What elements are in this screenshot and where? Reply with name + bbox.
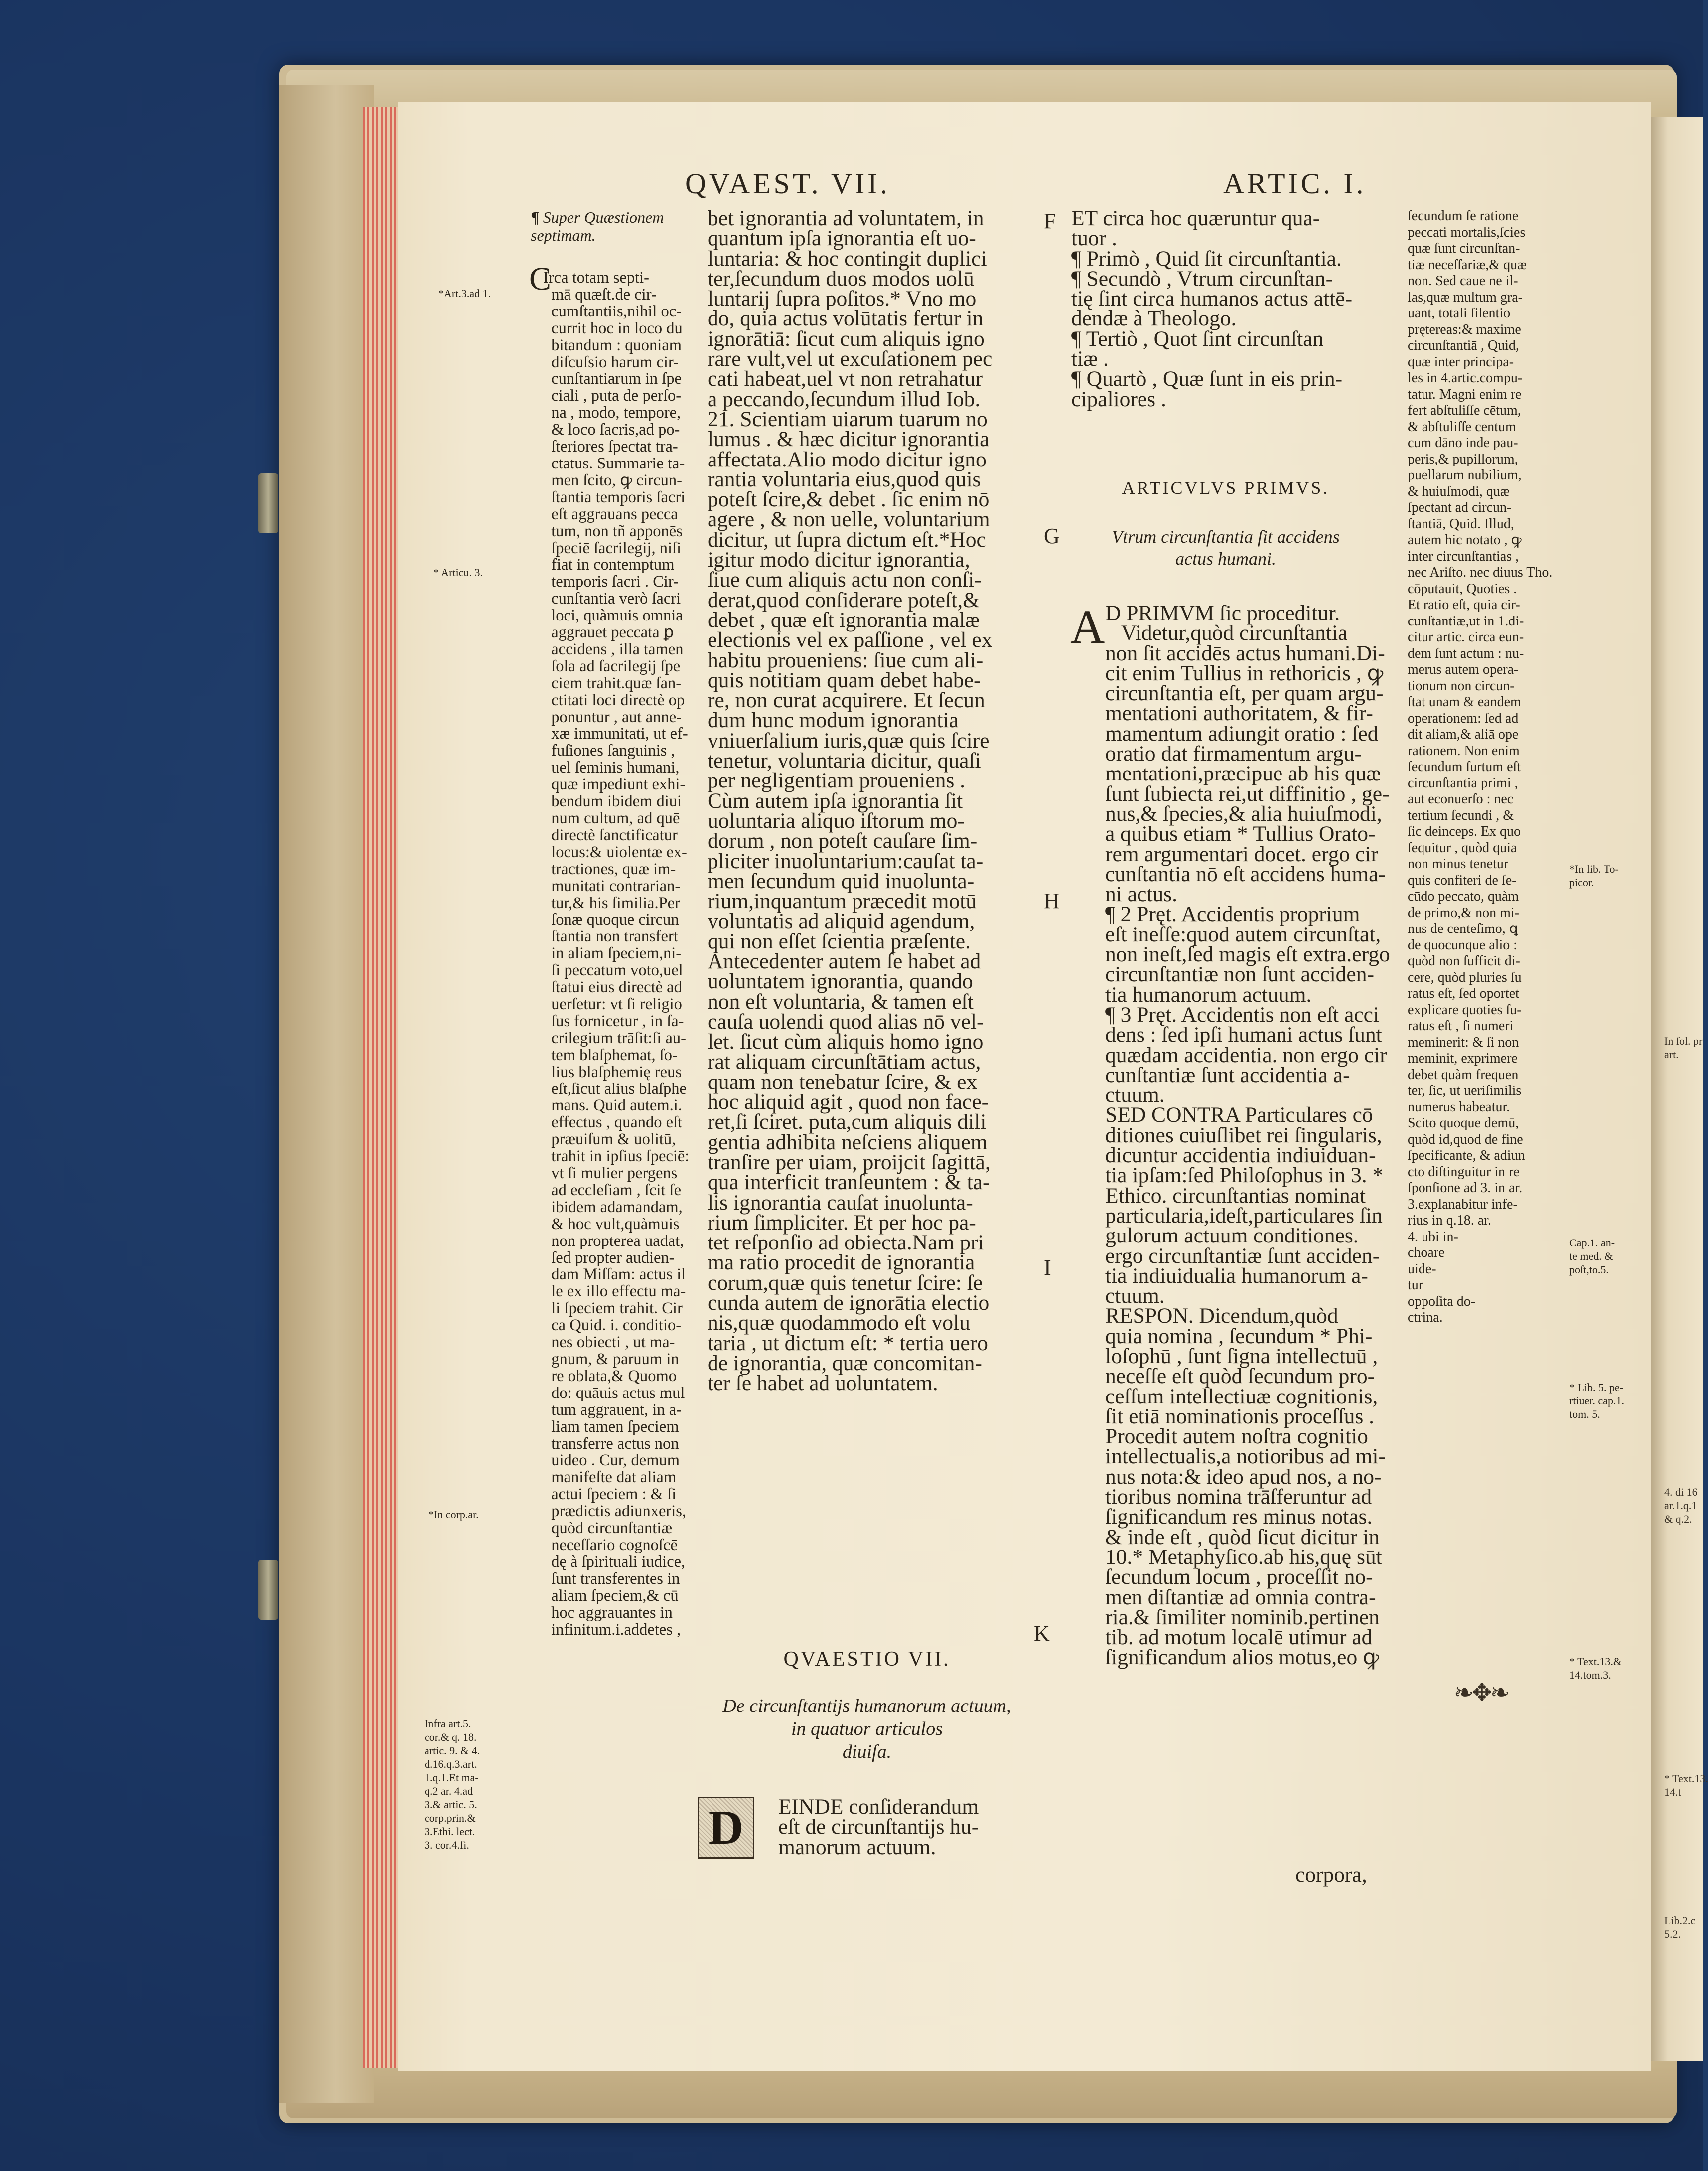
- margin-note: * Text.13.& 14.tom.3.: [1569, 1655, 1622, 1681]
- facing-page-note: 4. di 16 ar.1.q.1 & q.2.: [1664, 1486, 1698, 1525]
- section-marker: F: [1044, 209, 1056, 233]
- ornament-icon: ❧✥❧: [1454, 1680, 1508, 1706]
- margin-note: Cap.1. an- te med. & poſt,to.5.: [1569, 1237, 1615, 1276]
- margin-note: Infra art.5. cor.& q. 18. artic. 9. & 4. d.16.q.3.art. 1.q.1.Et ma- q.2 ar. 4.ad 3.& artic. 5. corp.prin.& 3.Ethi. lect. 3. cor.4.fi.: [425, 1717, 480, 1851]
- catchword: corpora,: [1295, 1863, 1367, 1887]
- drop-initial: C: [529, 261, 552, 297]
- section-marker: G: [1044, 524, 1060, 548]
- commentary-column-left: Irca totam septi- mā quæſt.de cir- cumſtantiis,nihil oc- currit hoc in loco du bitandum : quoniam diſcuſsio harum cir- cunſtantiarum in ſpe ciali , puta de perſo- na , modo, tempore, & loco ſacris,ad po- ſteriores ſpectat tra- ctatus. Summarie ta- men ſcito, ꝙ circun- ſtantia temporis ſacri eſt aggrauans pecca tum, non tñ apponēs ſpeciē ſacrilegij, niſi fiat in contemptum temporis ſacri . Cir- cunſtantia verò ſacri loci, quàmuis omnia aggrauet peccata ꝑ accidens , illa tamen ſola ad ſacrilegij ſpe ciem trahit.quæ ſan- ctitati loci directè op ponuntur , aut anne- xæ immunitati, ut ef- fuſiones ſanguinis , uel ſeminis humani, quæ impediunt exhi- bendum ibidem diui num cultum, ad quē directè ſanctificatur locus:& uiolentæ ex- tractiones, quæ im- munitati contrarian- tur,& his ſimilia.Per ſonæ quoque circun ſtantia non transfert in aliam ſpeciem,ni- ſi peccatum voto,uel ſtatui eius directè ad uerſetur: vt ſi religio ſus fornicetur , in ſa- crilegium trāſit:ſi au- tem blaſphemat, ſo- lius blaſphemię reus eſt,ſicut alius blaſphe mans. Quid autem.i. effectus , quando eſt præuiſum & uolitū, trahit in ipſius ſpeciē: vt ſi mulier pergens ad eccleſiam , ſcit ſe ibidem adamandam, & hoc vult,quàmuis non propterea uadat, ſed propter audien- dam Miſſam: actus il le ex illo effectu ma- li ſpeciem trahit. Cir ca Quid. i. conditio- nes obiecti , ut ma- gnum, & paruum in re oblata,& Quomo do: quāuis actus mul tum aggrauent, in a- liam tamen ſpeciem transferre actus non uideo . Cur, demum manifeſte dat aliam actui ſpeciem : & ſi prædictis adiunxeris, quòd circunſtantiæ neceſſario cognoſcē dę à ſpirituali iudice, ſunt transferentes in aliam ſpeciem,& cū hoc aggrauantes in infinitum.i.addetes ,: [543, 269, 690, 1639]
- margin-note: *Art.3.ad 1.: [438, 287, 491, 300]
- commentary-column-right: ſecundum ſe ratione peccati mortalis,ſcies quæ ſunt circunſtan- tiæ neceſſariæ,& quæ non. Sed caue ne il- las,quæ multum gra- uant, totali ſilentio prętereas:& maxime circunſtantiā , Quid, quæ inter principa- les in 4.artic.compu- tatur. Magni enim re fert abſtuliſſe cētum, & abſtuliſſe centum cum dāno inde pau- peris,& pupillorum, puellarum nubilium, & huiuſmodi, quæ ſpectant ad circun- ſtantiā, Quid. Illud, autem hic notato , ꝙ inter circunſtantias , nec Ariſto. nec diuus Tho. cōputauit, Quoties . Et ratio eſt, quia cir- cunſtantiæ,ut in 1.di- citur artic. circa eun- dem ſunt actum : nu- merus autem opera- tionum non circun- ſtat unam & eandem operationem: ſed ad dit aliam,& aliā ope rationem. Non enim ſecundum ſurtum eſt circunſtantia primi , aut econuerſo : nec tertium ſecundi , & ſic deinceps. Ex quo ſequitur , quòd quia non minus tenetur quis confiteri de ſe- cūdo peccato, quàm de primo,& non mi- nus de centeſimo, ꝗ de quocunque alio : quòd non ſufficit di- cere, quòd pluries ſu ratus eſt, ſed oportet explicare quoties ſu- ratus eſt , ſi numeri meminerit: & ſi non meminit, exprimere debet quàm frequen ter, ſic, ut ueriſimilis numerus habeatur. Scito quoque demū, quòd id,quod de fine ſpecificante, & adiun cto diſtinguitur in re ſponſione ad 3. in ar. 3.explanabitur infe- rius in q.18. ar. 4. ubi in- choare uide- tur oppoſita do- ctrina.: [1408, 208, 1553, 1325]
- running-head-right: ARTIC. I.: [1223, 167, 1367, 200]
- margin-note: * Articu. 3.: [433, 566, 483, 579]
- margin-note: *In corp.ar.: [428, 1508, 479, 1521]
- facing-page-edge: [1644, 117, 1708, 2061]
- main-text-column-1: bet ignorantia ad voluntatem, in quantum ipſa ignorantia eſt uo- luntaria: & hoc contingit duplici ter,ſecundum duos modos uolū luntarij ſupra poſitos.* Vno mo do, quia actus volūtatis fertur in ignorātiā: ſicut cum aliquis igno rare vult,vel ut excuſationem pec cati habeat,uel vt non retrahatur a peccando,ſecundum illud Iob. 21. Scientiam uiarum tuarum no lumus . & hæc dicitur ignorantia affectata.Alio modo dicitur igno rantia voluntaria eius,quod quis poteſt ſcire,& debet . ſic enim nō agere , & non uelle, voluntarium dicitur, ut ſupra dictum eſt.*Hoc igitur modo dicitur ignorantia, ſiue cum aliquis actu non conſi- derat,quod conſiderare poteſt,& debet , quæ eſt ignorantia malæ electionis vel ex paſſione , vel ex habitu proueniens: ſiue cum ali- quis notitiam quam debet habe- re, non curat acquirere. Et ſecun dum hunc modum ignorantia vniuerſalium iuris,quæ quis ſcire tenetur, voluntaria dicitur, quaſi per negligentiam proueniens . Cùm autem ipſa ignorantia ſit uoluntaria aliquo iſtorum mo- dorum , non poteſt cauſare ſim- pliciter inuoluntarium:cauſat ta- men ſecundum quid inuolunta- rium,inquantum præcedit motū voluntatis ad aliquid agendum, qui non eſſet ſcientia præſente. Antecedenter autem ſe habet ad uoluntatem ignorantia, quando non eſt voluntaria, & tamen eſt cauſa uolendi quod alias nō vel- let. ſicut cùm aliquis homo igno rat aliquam circunſtātiam actus, quam non tenebatur ſcire, & ex hoc aliquid agit , quod non face- ret,ſi ſciret. puta,cum aliquis dili gentia adhibita neſciens aliquem tranſire per uiam, proijcit ſagittā, qua interficit tranſeuntem : & ta- lis ignorantia cauſat inuolunta- rium ſimpliciter. Et per hoc pa- tet reſponſio ad obiecta.Nam pri ma ratio procedit de ignorantia corum,quæ quis tenetur ſcire: ſe cunda autem de ignorātia electio nis,quæ quodammodo eſt volu taria , ut dictum eſt: * tertia uero de ignorantia, quæ concomitan- ter ſe habet ad uoluntatem.: [708, 206, 993, 1396]
- drop-initial: A: [1070, 600, 1105, 653]
- question-opening: EINDE conſiderandum eſt de circunſtantijs hu- manorum actuum.: [778, 1795, 979, 1859]
- decorated-initial-letter: D: [699, 1798, 753, 1857]
- article-title: ARTICVLVS PRIMVS.: [1122, 478, 1330, 498]
- book-clasp-icon: [258, 473, 278, 533]
- commentary-heading: ¶ Super Quæstionem septimam.: [531, 208, 664, 244]
- question-title: QVAESTIO VII.: [783, 1648, 951, 1671]
- margin-note: *In lib. To- picor.: [1569, 863, 1619, 889]
- book-cover-left: [279, 85, 374, 2103]
- facing-page-note: Lib.2.c 5.2.: [1664, 1914, 1696, 1940]
- question-subtitle: De circunſtantijs humanorum actuum, in quatuor articulos diuiſa.: [722, 1696, 1011, 1762]
- article-questions: ET circa hoc quæruntur qua- tuor . ¶ Primò , Quid ſit circunſtantia. ¶ Secundò , Vtrum circunſtan- tię ſint circa humanos actus attē- dendæ à Theologo. ¶ Tertiò , Quot ſint circunſtan tiæ . ¶ Quartò , Quæ ſunt in eis prin- cipaliores .: [1071, 206, 1353, 411]
- article-question: Vtrum circunſtantia ſit accidens actus humani.: [1112, 527, 1340, 569]
- section-marker: H: [1044, 889, 1060, 913]
- margin-note: * Lib. 5. pe- rtiuer. cap.1. tom. 5.: [1569, 1381, 1624, 1420]
- section-marker: I: [1044, 1255, 1051, 1280]
- main-text-column-2: D PRIMVM ſic proceditur. Videtur,quòd circunſtantia non ſit accidēs actus humani.Di- cit enim Tullius in rethoricis , ꝙ circunſtantia eſt, per quam argu- mentationi authoritatem, & fir- mamentum adiungit oratio : ſed oratio dat firmamentum argu- mentationi,præcipue ab his quæ ſunt ſubiecta rei,ut diffinitio , ge- nus,& ſpecies,& alia huiuſmodi, a quibus etiam * Tullius Orato- rem argumentari docet. ergo cir cunſtantia nō eſt accidens huma- ni actus. ¶ 2 Pręt. Accidentis proprium eſt ineſſe:quod autem circunſtat, non ineſt,ſed magis eſt extra.ergo circunſtantiæ non ſunt acciden- tia humanorum actuum. ¶ 3 Pręt. Accidentis non eſt acci dens : ſed ipſi humani actus ſunt quædam accidentia. non ergo cir cunſtantiæ ſunt accidentia a- ctuum. SED CONTRA Particulares cō ditiones cuiuſlibet rei ſingularis, dicuntur accidentia indiuiduan- tia ipſam:ſed Philoſophus in 3. * Ethico. circunſtantias nominat particularia,ideſt,particulares ſin gulorum actuum conditiones. ergo circunſtantiæ ſunt acciden- tia indiuidualia humanorum a- ctuum. RESPON. Dicendum,quòd quia nomina , ſecundum * Phi- loſophū , ſunt ſigna intellectuū , neceſſe eſt quòd ſecundum pro- ceſſum intellectiuæ cognitionis, ſit etiā nominationis proceſſus . Procedit autem noſtra cognitio intellectualis,a notioribus ad mi- nus nota:& ideo apud nos, a no- tioribus nomina trāſferuntur ad ſignificandum res minus notas. & inde eſt , quòd ſicut dicitur in 10.* Metaphyſico.ab his,quę sūt ſecundum locum , proceſſit no- men diſtantiæ ad omnia contra- ria.& ſimiliter nominib.pertinen tib. ad motum localē utimur ad ſignificandum alios motus,eo ꝙ: [1105, 601, 1390, 1670]
- red-page-edges: [363, 107, 398, 2068]
- book-clasp-icon: [258, 1560, 278, 1620]
- running-head-left: QVAEST. VII.: [685, 167, 890, 200]
- decorated-initial: [698, 1797, 754, 1859]
- facing-page-note: In ſol. pr art.: [1664, 1035, 1703, 1061]
- section-marker: K: [1034, 1621, 1050, 1646]
- facing-page-note: * Text.13. 14.t: [1664, 1772, 1708, 1798]
